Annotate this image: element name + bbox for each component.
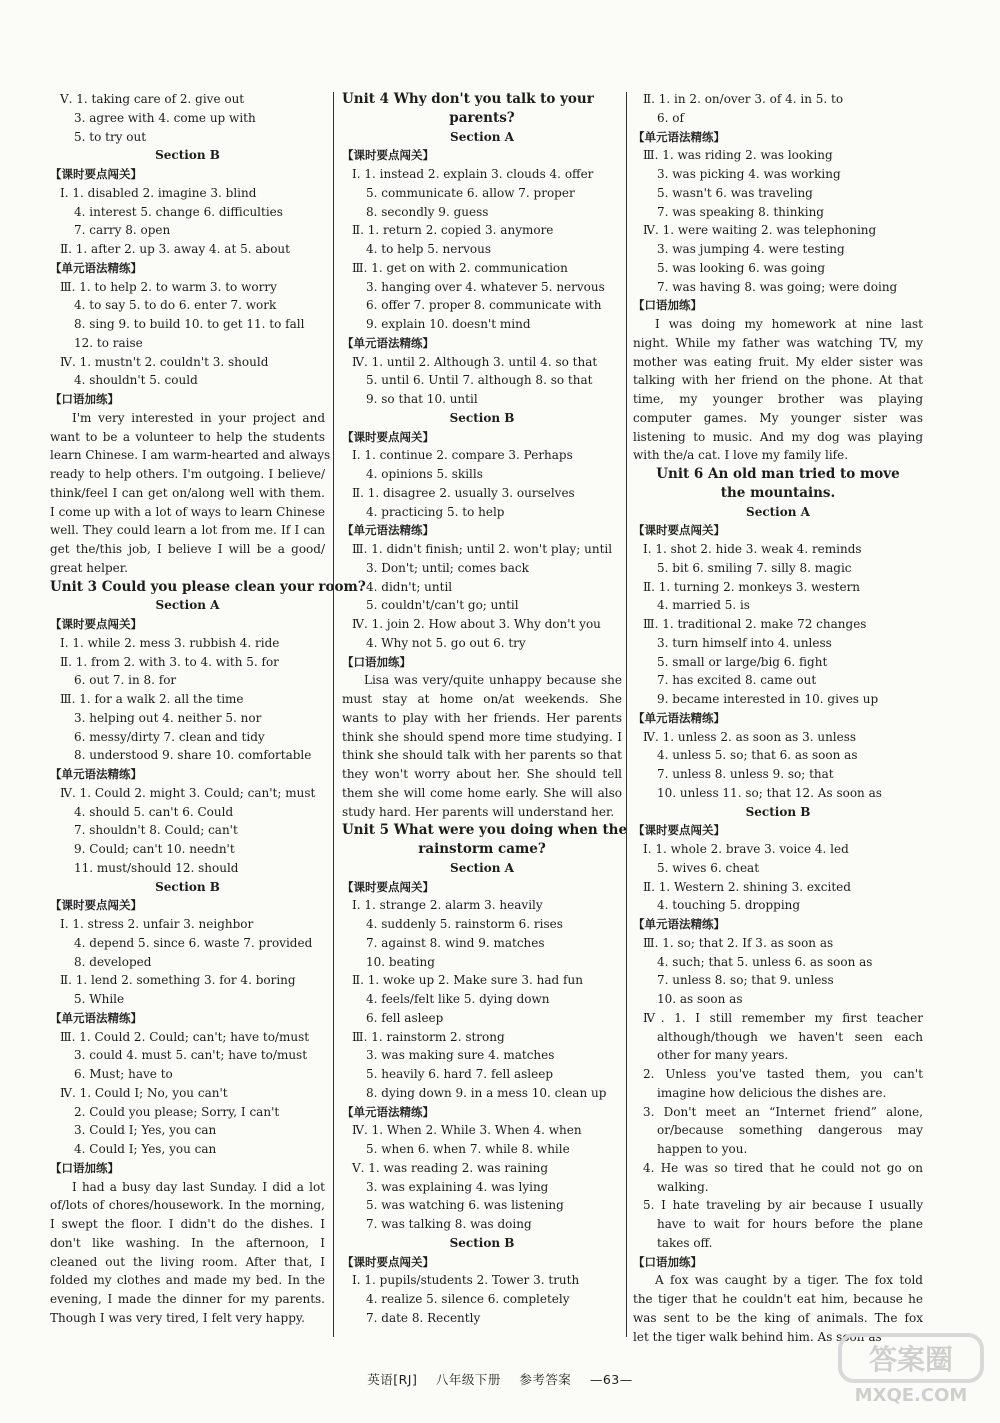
- answer-line: Ⅰ. 1. continue 2. compare 3. Perhaps: [352, 448, 573, 463]
- answer-line: 4. opinions 5. skills: [366, 467, 483, 481]
- paragraph-line: night. While my father was watching TV, my: [633, 335, 923, 350]
- section-heading: 【单元语法精练】: [342, 1104, 434, 1119]
- unit-title: Unit 6 An old man tried to move: [656, 466, 900, 482]
- paragraph-line: folded my clothes and made my bed. In the: [50, 1273, 325, 1288]
- answer-line: Ⅴ. 1. taking care of 2. give out: [60, 92, 245, 106]
- paragraph-line: evening, I made the dinner for my parents.: [50, 1292, 325, 1306]
- paragraph-line: I come up with a lot of ways to learn Chinese: [50, 504, 325, 519]
- answer-line: walking.: [657, 1179, 709, 1194]
- answer-line: 9. Could; can't 10. needn't: [74, 842, 235, 856]
- paragraph-line: they won't worry about her. She should tell: [342, 767, 622, 781]
- section-heading: 【单元语法精练】: [342, 335, 434, 350]
- right-column: [633, 90, 923, 1346]
- answer-line: 5. was watching 6. was listening: [366, 1198, 564, 1213]
- answer-line: 10. as soon as: [657, 992, 743, 1006]
- answer-line: 6. fell asleep: [366, 1010, 444, 1025]
- answer-line: 3. agree with 4. come up with: [74, 110, 256, 125]
- answer-line: 6. out 7. in 8. for: [74, 673, 177, 688]
- paragraph-line: great helper.: [50, 560, 128, 575]
- answer-line: Ⅳ. 1. were waiting 2. was telephoning: [643, 223, 877, 238]
- paragraph-line: 4. He was so tired that he could not go on: [643, 1160, 923, 1175]
- answer-line: 5. communicate 6. allow 7. proper: [366, 185, 575, 200]
- answer-line: 4. married 5. is: [657, 598, 750, 613]
- answer-line: Ⅲ. 1. Could 2. Could; can't; have to/must: [60, 1029, 310, 1044]
- paragraph-line: 5. I hate traveling by air because I usually: [643, 1198, 923, 1213]
- paragraph-line: was sent to be the king of animals. The fox: [633, 1310, 923, 1325]
- answer-line: Ⅰ. 1. disabled 2. imagine 3. blind: [60, 185, 257, 200]
- answer-line: 4. to help 5. nervous: [366, 242, 492, 256]
- answer-line: Ⅱ. 1. turning 2. monkeys 3. western: [643, 579, 861, 594]
- answer-line: 6. offer 7. proper 8. communicate with: [366, 298, 602, 313]
- answer-line: Ⅳ. 1. unless 2. as soon as 3. unless: [643, 729, 857, 744]
- answer-line: Ⅱ. 1. in 2. on/over 3. of 4. in 5. to: [643, 92, 844, 106]
- middle-column: [342, 90, 628, 1328]
- paragraph-line: get the/this job, I believe I will be a good/: [50, 542, 325, 556]
- answer-line: 3. hanging over 4. whatever 5. nervous: [366, 279, 605, 294]
- section-heading: 【课时要点闯关】: [342, 1254, 434, 1269]
- answer-line: Ⅱ. 1. woke up 2. Make sure 3. had fun: [352, 973, 583, 988]
- section-heading: 【课时要点闯关】: [342, 148, 434, 163]
- section-heading: 【口语加练】: [633, 298, 702, 313]
- answer-line: 7. has excited 8. came out: [657, 673, 817, 688]
- section-heading: 【单元语法精练】: [342, 523, 434, 538]
- paragraph-line: them she will come home early. She will also: [342, 785, 622, 800]
- column-divider: [626, 92, 627, 1337]
- paragraph-line: have to wait for hours before the plane: [657, 1217, 923, 1231]
- paragraph-line: wants to play with her friends. Her parents: [342, 710, 622, 725]
- answer-line: 6. of: [657, 110, 684, 125]
- answer-line: Ⅲ. 1. for a walk 2. all the time: [60, 692, 244, 706]
- paragraph-line: talking with her friend on the phone. At that: [633, 373, 923, 388]
- answer-line: 7. was talking 8. was doing: [366, 1217, 532, 1231]
- answer-line: 4. depend 5. since 6. waste 7. provided: [74, 935, 313, 950]
- answer-line: 5. small or large/big 6. fight: [657, 654, 828, 669]
- answer-line: 5. While: [74, 992, 125, 1006]
- paragraph-line: think/feel I can get on/along well with them.: [50, 485, 325, 500]
- section-label: Section B: [155, 879, 220, 894]
- answer-line: 3. Don't; until; comes back: [366, 560, 529, 575]
- answer-line: imagine how delicious the dishes are.: [657, 1085, 887, 1100]
- section-label: Section A: [746, 504, 810, 519]
- watermark-text: 答案圈: [868, 1343, 954, 1376]
- answer-line: 9. became interested in 10. gives up: [657, 692, 879, 706]
- answer-line: Ⅲ. 1. didn't finish; until 2. won't play; until: [352, 542, 613, 556]
- answer-line: Ⅱ. 1. Western 2. shining 3. excited: [643, 879, 851, 894]
- paragraph-line: A fox was caught by a tiger. The fox told: [655, 1273, 923, 1288]
- answer-line: 8. sing 9. to build 10. to get 11. to fall: [74, 317, 305, 331]
- answer-line: Ⅲ. 1. so; that 2. If 3. as soon as: [643, 935, 834, 950]
- paragraph-line: let the tiger walk behind him. As soon as: [633, 1329, 882, 1344]
- section-label: Section A: [450, 860, 514, 875]
- answer-line: 9. so that 10. until: [366, 392, 478, 406]
- answer-line: 4. didn't; until: [366, 579, 453, 594]
- answer-line: 8. secondly 9. guess: [366, 204, 489, 219]
- paragraph-line: computer games. My younger sister was: [633, 410, 923, 425]
- page-number: —63—: [589, 1372, 633, 1387]
- paragraph-line: time, my younger brother was playing: [633, 392, 923, 406]
- answer-line: 7. date 8. Recently: [366, 1310, 481, 1325]
- answer-line: 11. must/should 12. should: [74, 860, 239, 875]
- answer-line: 4. suddenly 5. rainstorm 6. rises: [366, 917, 563, 931]
- answer-line: Ⅲ. 1. was riding 2. was looking: [643, 148, 833, 163]
- answer-line: 3. was explaining 4. was lying: [366, 1179, 549, 1194]
- paragraph-line: well. They could learn a lot from me. If I can: [50, 523, 325, 538]
- answer-line: 4. practicing 5. to help: [366, 504, 505, 519]
- paragraph-line: think she should spend more time studying. I: [342, 729, 622, 744]
- footer-subject: 英语[RJ]: [367, 1372, 418, 1387]
- column-divider: [333, 92, 334, 1337]
- footer-grade: 八年级下册: [435, 1372, 501, 1387]
- answer-line: 3. helping out 4. neither 5. nor: [74, 710, 262, 725]
- answer-line: Ⅳ. 1. Could 2. might 3. Could; can't; must: [60, 785, 316, 800]
- answer-line: 5. couldn't/can't go; until: [366, 598, 519, 613]
- section-heading: 【课时要点闯关】: [342, 879, 434, 894]
- watermark-domain: MXQE.COM: [854, 1385, 968, 1406]
- section-heading: 【课时要点闯关】: [633, 823, 725, 838]
- section-label: Section B: [449, 410, 515, 425]
- paragraph-line: 2. Unless you've tasted them, you can't: [643, 1067, 923, 1081]
- section-heading: 【单元语法精练】: [633, 710, 725, 725]
- answer-line: Ⅱ. 1. after 2. up 3. away 4. at 5. about: [60, 242, 290, 256]
- paragraph-line: with the/a cat. I love my family life.: [633, 448, 849, 463]
- paragraph-line: listening to music. And my dog was playing: [633, 429, 923, 444]
- answer-line: 10. unless 11. so; that 12. As soon as: [657, 785, 882, 800]
- section-label: Section A: [155, 598, 220, 613]
- answer-line: 7. unless 8. unless 9. so; that: [657, 767, 834, 781]
- answer-line: 3. was jumping 4. were testing: [657, 242, 845, 256]
- answer-line: 8. dying down 9. in a mess 10. clean up: [366, 1085, 607, 1100]
- section-label: Section A: [450, 129, 514, 144]
- section-heading: 【课时要点闯关】: [50, 167, 142, 181]
- paragraph-line: I was doing my homework at nine last: [655, 317, 923, 331]
- paragraph-line: or/because something dangerous may: [657, 1123, 923, 1138]
- answer-line: 4. shouldn't 5. could: [74, 373, 198, 388]
- answer-line: 4. to say 5. to do 6. enter 7. work: [74, 298, 277, 313]
- paragraph-line: of/lots of chores/housework. In the morning,: [50, 1198, 325, 1213]
- unit-title: Unit 4 Why don't you talk to your: [342, 91, 594, 107]
- answer-line: 4. unless 5. so; that 6. as soon as: [657, 748, 858, 763]
- answer-line: 9. explain 10. doesn't mind: [366, 317, 531, 331]
- answer-line: Ⅰ. 1. strange 2. alarm 3. heavily: [352, 898, 543, 913]
- answer-line: 4. touching 5. dropping: [657, 898, 801, 913]
- answer-line: 5. to try out: [74, 129, 147, 144]
- answer-line: happen to you.: [657, 1142, 748, 1156]
- section-heading: 【口语加练】: [342, 654, 411, 669]
- answer-line: 4. such; that 5. unless 6. as soon as: [657, 954, 873, 969]
- section-heading: 【单元语法精练】: [50, 1010, 142, 1025]
- answer-line: Ⅲ. 1. traditional 2. make 72 changes: [643, 617, 867, 631]
- paragraph-line: Lisa was very/quite unhappy because she: [364, 673, 622, 688]
- answer-line: 6. messy/dirty 7. clean and tidy: [74, 729, 265, 744]
- answer-line: 5. heavily 6. hard 7. fell asleep: [366, 1067, 554, 1081]
- section-heading: 【单元语法精练】: [633, 129, 725, 144]
- section-label: Section B: [449, 1235, 515, 1250]
- paragraph-line: although/though we haven't seen each: [657, 1029, 923, 1044]
- section-heading: 【课时要点闯关】: [50, 617, 142, 631]
- answer-line: 5. bit 6. smiling 7. silly 8. magic: [657, 560, 852, 575]
- section-heading: 【课时要点闯关】: [50, 898, 142, 913]
- answer-line: 7. against 8. wind 9. matches: [366, 935, 545, 950]
- answer-line: 5. wasn't 6. was traveling: [657, 185, 813, 200]
- section-heading: 【口语加练】: [633, 1254, 702, 1269]
- section-label: Section B: [155, 148, 220, 163]
- answer-line: Ⅰ. 1. stress 2. unfair 3. neighbor: [60, 917, 254, 931]
- answer-line: 6. Must; have to: [74, 1067, 173, 1081]
- paragraph-line: mother was eating fruit. My elder sister was: [633, 354, 923, 369]
- answer-line: takes off.: [657, 1235, 713, 1250]
- answer-line: Ⅲ. 1. get on with 2. communication: [352, 260, 568, 275]
- answer-line: 7. unless 8. so; that 9. unless: [657, 973, 834, 988]
- answer-line: 8. understood 9. share 10. comfortable: [74, 748, 312, 763]
- paragraph-line: ready to help others. I'm outgoing. I believe/: [50, 467, 325, 481]
- answer-line: 4. interest 5. change 6. difficulties: [74, 204, 283, 219]
- paragraph-line: must stay at home on/at weekends. She: [342, 692, 622, 706]
- answer-line: Ⅱ. 1. disagree 2. usually 3. ourselves: [352, 485, 575, 500]
- section-heading: 【口语加练】: [50, 1160, 119, 1175]
- footer-label: 参考答案: [519, 1372, 572, 1387]
- answer-line: 2. Could you please; Sorry, I can't: [74, 1104, 280, 1119]
- answer-line: 10. beating: [366, 954, 435, 969]
- paragraph-line: I had a busy day last Sunday. I did a lot: [72, 1179, 325, 1194]
- paragraph-line: want to be a volunteer to help the students: [50, 429, 325, 444]
- paragraph-line: I swept the floor. I didn't do the dishes. I: [50, 1217, 325, 1231]
- answer-line: 7. shouldn't 8. Could; can't: [74, 823, 238, 838]
- answer-line: 4. Why not 5. go out 6. try: [366, 635, 526, 650]
- answer-line: Ⅴ. 1. was reading 2. was raining: [352, 1160, 549, 1175]
- section-heading: 【口语加练】: [50, 392, 119, 406]
- paragraph-line: Though I was very tired, I felt very happy.: [50, 1310, 305, 1325]
- answer-line: 12. to raise: [74, 335, 143, 350]
- answer-line: 5. wives 6. cheat: [657, 860, 760, 875]
- answer-line: Ⅰ. 1. pupils/students 2. Tower 3. truth: [352, 1273, 580, 1288]
- section-heading: 【课时要点闯关】: [633, 523, 725, 538]
- paragraph-line: Ⅳ. 1. I still remember my first teacher: [643, 1010, 923, 1025]
- answer-line: 7. carry 8. open: [74, 223, 171, 238]
- paragraph-line: think she should talk with her parents so that: [342, 748, 622, 763]
- watermark-logo: [836, 1331, 986, 1407]
- paragraph-line: 3. Don't meet an “Internet friend” alone,: [643, 1104, 923, 1119]
- paragraph-line: cleaned out the living room. After that, I: [50, 1254, 325, 1269]
- unit-title: Unit 3 Could you please clean your room?: [50, 578, 366, 595]
- unit-title: Unit 5 What were you doing when the: [342, 822, 628, 839]
- answer-line: other for many years.: [657, 1048, 789, 1063]
- answer-line: Ⅰ. 1. instead 2. explain 3. clouds 4. offer: [352, 167, 594, 181]
- answer-line: Ⅱ. 1. from 2. with 3. to 4. with 5. for: [60, 654, 279, 669]
- left-column: [50, 90, 366, 1328]
- answer-line: Ⅲ. 1. rainstorm 2. strong: [352, 1029, 505, 1044]
- unit-title: parents?: [449, 109, 515, 126]
- answer-line: Ⅱ. 1. return 2. copied 3. anymore: [352, 223, 554, 238]
- answer-line: Ⅰ. 1. shot 2. hide 3. weak 4. reminds: [643, 542, 862, 556]
- paragraph-line: I'm very interested in your project and: [72, 410, 325, 425]
- answer-line: 4. feels/felt like 5. dying down: [366, 992, 550, 1006]
- answer-line: Ⅰ. 1. whole 2. brave 3. voice 4. led: [643, 842, 849, 856]
- answer-line: 7. was having 8. was going; were doing: [657, 279, 898, 294]
- answer-line: 4. realize 5. silence 6. completely: [366, 1292, 570, 1306]
- paragraph-line: the tiger that he couldn't eat him, because he: [633, 1292, 923, 1306]
- answer-line: Ⅳ. 1. until 2. Although 3. until 4. so that: [352, 354, 598, 369]
- section-label: Section B: [745, 804, 811, 819]
- answer-line: Ⅳ. 1. join 2. How about 3. Why don't you: [352, 617, 601, 631]
- answer-line: Ⅳ. 1. Could I; No, you can't: [60, 1085, 228, 1100]
- answer-line: 3. Could I; Yes, you can: [74, 1123, 217, 1138]
- answer-line: Ⅲ. 1. to help 2. to warm 3. to worry: [60, 279, 277, 294]
- unit-title: the mountains.: [720, 484, 836, 501]
- paragraph-line: don't like washing. In the afternoon, I: [50, 1235, 325, 1250]
- answer-line: 8. developed: [74, 954, 152, 969]
- answer-line: 5. until 6. Until 7. although 8. so that: [366, 373, 593, 388]
- answer-page: [50, 90, 980, 1344]
- answer-line: 3. was picking 4. was working: [657, 167, 841, 181]
- answer-line: Ⅰ. 1. while 2. mess 3. rubbish 4. ride: [60, 635, 280, 650]
- answer-line: 7. was speaking 8. thinking: [657, 204, 824, 219]
- section-heading: 【单元语法精练】: [50, 767, 142, 781]
- section-heading: 【单元语法精练】: [50, 260, 142, 275]
- section-heading: 【单元语法精练】: [633, 917, 725, 931]
- answer-line: Ⅳ. 1. mustn't 2. couldn't 3. should: [60, 354, 269, 369]
- paragraph-line: study hard. Her parents will understand her.: [342, 804, 615, 819]
- unit-title: rainstorm came?: [418, 841, 546, 857]
- answer-line: Ⅳ. 1. When 2. While 3. When 4. when: [352, 1123, 582, 1138]
- answer-line: 4. should 5. can't 6. Could: [74, 804, 234, 819]
- answer-line: 5. was looking 6. was going: [657, 260, 826, 275]
- answer-line: Ⅱ. 1. lend 2. something 3. for 4. boring: [60, 973, 296, 988]
- answer-line: 4. Could I; Yes, you can: [74, 1142, 217, 1156]
- paragraph-line: learn Chinese. I am warm-hearted and always: [50, 448, 331, 463]
- answer-line: 5. when 6. when 7. while 8. while: [366, 1142, 570, 1156]
- answer-line: 3. turn himself into 4. unless: [657, 635, 832, 650]
- answer-line: 3. was making sure 4. matches: [366, 1048, 555, 1063]
- answer-line: 3. could 4. must 5. can't; have to/must: [74, 1048, 308, 1063]
- section-heading: 【课时要点闯关】: [342, 429, 434, 444]
